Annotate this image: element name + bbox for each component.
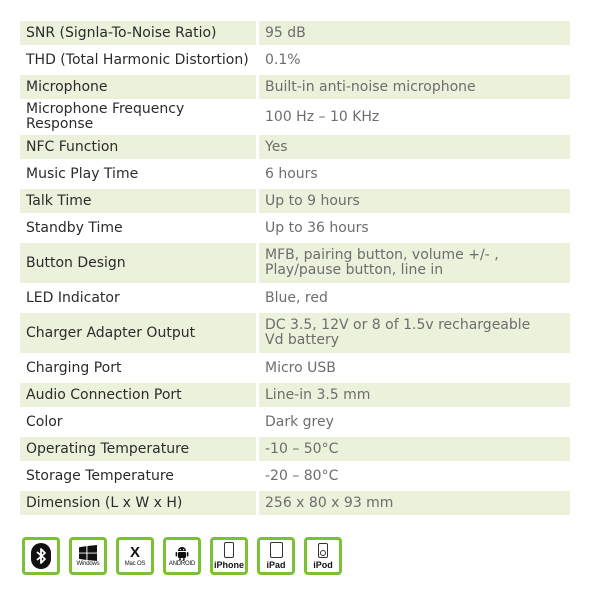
spec-label: Color <box>26 413 63 430</box>
spec-value-line: Play/pause button, line in <box>265 262 444 278</box>
ipad-icon <box>270 542 283 558</box>
spec-value <box>256 313 570 353</box>
spec-value: 6 hours <box>256 162 570 186</box>
macos-caption: Mac OS <box>124 560 146 567</box>
spec-label: NFC Function <box>20 135 256 159</box>
spec-row-music-play-time <box>20 162 570 186</box>
spec-row-color <box>20 410 570 434</box>
spec-value: Dark grey <box>256 410 570 434</box>
ipod-badge <box>304 537 342 575</box>
spec-row-snr <box>20 21 570 45</box>
spec-value: Blue, red <box>256 286 570 310</box>
spec-row-charger-output <box>20 313 570 353</box>
spec-value: Line-in 3.5 mm <box>256 383 570 407</box>
spec-value: 100 Hz – 10 KHz <box>256 102 570 132</box>
spec-value: -20 – 80°C <box>256 464 570 488</box>
spec-table <box>20 18 570 518</box>
spec-row-standby-time <box>20 216 570 240</box>
spec-label: Charging Port <box>26 359 122 376</box>
spec-row-charging-port <box>20 356 570 380</box>
compatibility-icons <box>22 537 342 575</box>
spec-value-line: DC 3.5, 12V or 8 of 1.5v rechargeable <box>265 317 531 333</box>
spec-label: SNR (Signla-To-Noise Ratio) <box>20 21 256 45</box>
spec-value: Micro USB <box>256 356 570 380</box>
windows-icon <box>79 545 97 561</box>
spec-row-mic-frequency <box>20 102 570 132</box>
spec-value: 95 dB <box>256 21 570 45</box>
android-badge <box>163 537 201 575</box>
spec-value-line: MFB, pairing button, volume +/- , <box>265 247 499 263</box>
spec-label: Storage Temperature <box>26 467 174 484</box>
spec-label: Charger Adapter Output <box>20 313 256 353</box>
spec-label: Microphone Frequency Response <box>26 101 185 132</box>
spec-row-dimension <box>20 491 570 515</box>
spec-row-led-indicator <box>20 286 570 310</box>
spec-row-thd <box>20 48 570 72</box>
android-caption: ANDROID <box>168 560 196 567</box>
spec-row-button-design <box>20 243 570 283</box>
spec-value: Up to 36 hours <box>256 216 570 240</box>
spec-value: Yes <box>256 135 570 159</box>
ipod-caption: iPod <box>313 559 333 570</box>
spec-value: Built-in anti-noise microphone <box>256 75 570 99</box>
spec-value: -10 – 50°C <box>256 437 570 461</box>
spec-row-nfc <box>20 135 570 159</box>
ipod-icon <box>318 543 328 558</box>
spec-row-storage-temp <box>20 464 570 488</box>
spec-label: Music Play Time <box>26 165 139 182</box>
macos-badge <box>116 537 154 575</box>
bluetooth-badge <box>22 537 60 575</box>
spec-label: Standby Time <box>26 219 123 236</box>
windows-caption: Windows <box>76 560 100 567</box>
spec-label: Audio Connection Port <box>20 383 256 407</box>
ipad-caption: iPad <box>266 560 286 570</box>
spec-row-operating-temp <box>20 437 570 461</box>
spec-value <box>256 243 570 283</box>
ipad-badge <box>257 537 295 575</box>
iphone-icon <box>224 542 234 558</box>
spec-label: Dimension (L x W x H) <box>20 491 256 515</box>
spec-label: Operating Temperature <box>20 437 256 461</box>
spec-row-talk-time <box>20 189 570 213</box>
spec-label: LED Indicator <box>26 289 120 306</box>
spec-row-audio-port <box>20 383 570 407</box>
spec-label: THD (Total Harmonic Distortion) <box>26 51 249 68</box>
spec-label: Button Design <box>20 243 256 283</box>
macos-x-icon: X <box>129 543 140 561</box>
bluetooth-icon <box>31 543 51 569</box>
android-icon <box>174 545 190 561</box>
spec-value: Up to 9 hours <box>256 189 570 213</box>
spec-value: 256 x 80 x 93 mm <box>256 491 570 515</box>
spec-row-microphone <box>20 75 570 99</box>
spec-value-line: Vd battery <box>265 332 340 348</box>
spec-label: Microphone <box>20 75 256 99</box>
windows-badge <box>69 537 107 575</box>
spec-label: Talk Time <box>20 189 256 213</box>
iphone-badge <box>210 537 248 575</box>
spec-value: 0.1% <box>256 48 570 72</box>
iphone-caption: iPhone <box>213 560 244 570</box>
